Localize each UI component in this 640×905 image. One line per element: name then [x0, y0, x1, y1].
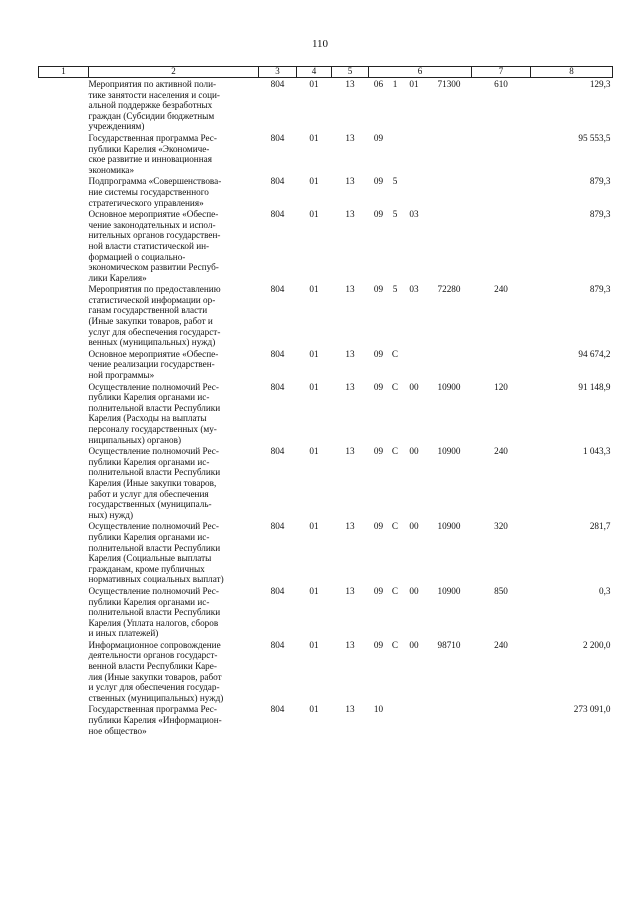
- row-subprogram-code-cell: 1: [392, 79, 398, 89]
- row-section-cell: 01: [309, 521, 319, 532]
- row-subsection-cell: 13: [345, 704, 355, 715]
- row-subsection-cell: 13: [345, 284, 355, 295]
- row-section-cell: 01: [309, 704, 319, 715]
- row-subsection-cell: 13: [345, 348, 355, 359]
- row-section-cell: 01: [309, 209, 319, 220]
- row-activity-code-cell: 00: [409, 639, 419, 650]
- row-ministry-code-cell: 804: [270, 446, 285, 457]
- table-row: [39, 78, 613, 132]
- row-amount-cell: 281,7: [589, 521, 611, 532]
- row-expense-type-cell: 610: [494, 79, 508, 89]
- row-name-cell: Информационное сопровождение деятельности органов государст- венной власти Республики Каре- лия (Иные закупки товаров, работ и услуг для обеспечения государ- ственных (муниципальных) нужд): [88, 639, 224, 703]
- row-subsection-cell: 13: [345, 176, 355, 187]
- row-spacer-cell: [39, 283, 89, 348]
- row-direction-code-cell: 71300: [437, 79, 461, 89]
- row-name-cell: Осуществление полномочий Рес- публики Карелия органами ис- полнительной власти Республики Карелия (Расходы на выплаты персоналу государственных (му- ниципальных) органов): [88, 381, 221, 445]
- row-spacer-cell: [39, 445, 89, 520]
- row-expense-type-cell: [472, 175, 531, 208]
- row-ministry-code-cell: 804: [270, 79, 285, 89]
- row-activity-code-cell: [402, 175, 427, 208]
- row-name-cell: Осуществление полномочий Рес- публики Карелия органами ис- полнительной власти Республики Карелия (Иные закупки товаров, работ и услуг для обеспечения государственных (муниципаль- ных) нужд): [88, 446, 221, 520]
- row-direction-code-cell: [427, 348, 472, 381]
- row-program-code-cell: 09: [373, 348, 384, 359]
- column-header: 6: [369, 67, 472, 78]
- row-direction-code-cell: [427, 208, 472, 283]
- table-row: [39, 381, 613, 446]
- row-activity-code-cell: 00: [409, 446, 419, 457]
- row-section-cell: 01: [309, 79, 319, 89]
- row-section-cell: 01: [309, 446, 319, 457]
- row-section-cell: 01: [309, 381, 319, 392]
- row-subprogram-code-cell: 5: [392, 209, 398, 220]
- row-subprogram-code-cell: С: [391, 348, 399, 359]
- row-direction-code-cell: 10900: [437, 585, 461, 596]
- row-amount-cell: 0,3: [599, 585, 611, 596]
- table-row: [39, 585, 613, 639]
- row-amount-cell: 2 200,0: [582, 639, 611, 650]
- row-expense-type-cell: 240: [494, 446, 508, 457]
- row-program-code-cell: 09: [373, 209, 384, 220]
- row-subsection-cell: 13: [345, 381, 355, 392]
- row-activity-code-cell: [402, 348, 427, 381]
- row-program-code-cell: 09: [373, 639, 384, 650]
- row-subsection-cell: 13: [345, 521, 355, 532]
- row-name-cell: Мероприятия по активной поли- тике занятости населения и соци- альной поддержке безработных граждан (Субсидии бюджетным учреждениям): [88, 79, 220, 132]
- row-spacer-cell: [39, 208, 89, 283]
- row-program-code-cell: 09: [373, 381, 384, 392]
- budget-table: [38, 66, 613, 736]
- row-program-code-cell: 09: [373, 521, 384, 532]
- row-expense-type-cell: 320: [494, 521, 508, 532]
- row-spacer-cell: [39, 703, 89, 736]
- row-name-cell: Мероприятия по предоставлению статистической информации ор- ганам государственной власти (Иные закупки товаров, работ и услуг для обеспечения государст- венных (муниципальных) нужд): [88, 284, 221, 348]
- row-name-cell: Государственная программа Рес- публики Карелия «Информацион- ное общество»: [88, 704, 222, 736]
- row-subprogram-code-cell: 5: [392, 284, 398, 295]
- row-direction-code-cell: [427, 175, 472, 208]
- row-program-code-cell: 09: [373, 585, 384, 596]
- row-name-cell: Основное мероприятие «Обеспе- чение реализации государствен- ной программы»: [88, 348, 219, 381]
- row-activity-code-cell: 00: [409, 381, 419, 392]
- row-amount-cell: 273 091,0: [573, 704, 611, 715]
- table-row: [39, 520, 613, 585]
- row-subprogram-code-cell: [389, 132, 402, 175]
- row-ministry-code-cell: 804: [270, 639, 285, 650]
- row-activity-code-cell: 01: [409, 79, 419, 89]
- row-ministry-code-cell: 804: [270, 704, 285, 715]
- row-subsection-cell: 13: [345, 209, 355, 220]
- row-expense-type-cell: [472, 348, 531, 381]
- row-activity-code-cell: 03: [409, 284, 419, 295]
- row-program-code-cell: 09: [373, 284, 384, 295]
- table-header-row: [39, 67, 613, 78]
- table-row: [39, 348, 613, 381]
- row-spacer-cell: [39, 585, 89, 639]
- row-expense-type-cell: 850: [494, 585, 508, 596]
- row-name-cell: Государственная программа Рес- публики Карелия «Экономиче- ское развитие и инновационная экономика»: [88, 132, 217, 175]
- column-header: 4: [297, 67, 332, 78]
- row-amount-cell: 95 553,5: [578, 132, 611, 143]
- row-expense-type-cell: 240: [494, 284, 508, 295]
- table-row: [39, 132, 613, 175]
- row-expense-type-cell: [472, 132, 531, 175]
- row-program-code-cell: 09: [373, 176, 384, 187]
- row-subprogram-code-cell: С: [391, 521, 399, 532]
- row-subsection-cell: 13: [345, 639, 355, 650]
- row-activity-code-cell: 03: [409, 209, 419, 220]
- row-spacer-cell: [39, 78, 89, 132]
- row-amount-cell: 879,3: [589, 209, 611, 220]
- row-ministry-code-cell: 804: [270, 284, 285, 295]
- row-direction-code-cell: 98710: [437, 639, 461, 650]
- column-header: 1: [39, 67, 89, 78]
- column-header: 5: [332, 67, 369, 78]
- row-expense-type-cell: [472, 703, 531, 736]
- row-program-code-cell: 10: [373, 704, 384, 715]
- row-section-cell: 01: [309, 132, 319, 143]
- table-row: [39, 639, 613, 704]
- row-activity-code-cell: 00: [409, 521, 419, 532]
- row-subsection-cell: 13: [345, 585, 355, 596]
- row-amount-cell: 94 674,2: [578, 348, 611, 359]
- row-amount-cell: 879,3: [589, 176, 611, 187]
- table-row: [39, 283, 613, 348]
- row-expense-type-cell: 240: [494, 639, 508, 650]
- row-spacer-cell: [39, 132, 89, 175]
- table-row: [39, 208, 613, 283]
- column-header: 8: [531, 67, 613, 78]
- row-name-cell: Основное мероприятие «Обеспе- чение законодательных и испол- нительных органов государствен- ной власти статистической ин- формацией о социально- экономическом развитии Респуб- лики Карелия»: [88, 209, 221, 283]
- row-amount-cell: 1 043,3: [582, 446, 611, 457]
- row-name-cell: Осуществление полномочий Рес- публики Карелия органами ис- полнительной власти Республики Карелия (Уплата налогов, сборов и иных платежей): [88, 585, 221, 639]
- row-direction-code-cell: 10900: [437, 521, 461, 532]
- row-ministry-code-cell: 804: [270, 585, 285, 596]
- row-section-cell: 01: [309, 348, 319, 359]
- row-spacer-cell: [39, 381, 89, 446]
- row-section-cell: 01: [309, 176, 319, 187]
- row-direction-code-cell: 10900: [437, 446, 461, 457]
- row-ministry-code-cell: 804: [270, 521, 285, 532]
- row-ministry-code-cell: 804: [270, 209, 285, 220]
- row-subsection-cell: 13: [345, 79, 355, 89]
- row-name-cell: Подпрограмма «Совершенствова- ние системы государственного стратегического управления»: [88, 176, 222, 208]
- row-ministry-code-cell: 804: [270, 348, 285, 359]
- row-name-cell: Осуществление полномочий Рес- публики Карелия органами ис- полнительной власти Республики Карелия (Социальные выплаты гражданам, кроме публичных нормативных социальных выплат): [88, 521, 224, 585]
- table-row: [39, 703, 613, 736]
- row-direction-code-cell: 72280: [437, 284, 461, 295]
- row-subprogram-code-cell: С: [391, 381, 399, 392]
- row-program-code-cell: 09: [373, 132, 384, 143]
- row-activity-code-cell: 00: [409, 585, 419, 596]
- column-header: 3: [259, 67, 297, 78]
- row-section-cell: 01: [309, 585, 319, 596]
- row-spacer-cell: [39, 639, 89, 704]
- row-expense-type-cell: [472, 208, 531, 283]
- row-spacer-cell: [39, 348, 89, 381]
- table-row: [39, 175, 613, 208]
- row-subprogram-code-cell: С: [391, 585, 399, 596]
- row-subsection-cell: 13: [345, 446, 355, 457]
- row-activity-code-cell: [402, 703, 427, 736]
- row-subprogram-code-cell: [389, 703, 402, 736]
- row-spacer-cell: [39, 175, 89, 208]
- row-amount-cell: 129,3: [589, 79, 611, 89]
- row-subsection-cell: 13: [345, 132, 355, 143]
- row-expense-type-cell: 120: [494, 381, 508, 392]
- row-ministry-code-cell: 804: [270, 176, 285, 187]
- row-ministry-code-cell: 804: [270, 381, 285, 392]
- row-subprogram-code-cell: С: [391, 446, 399, 457]
- table-row: [39, 445, 613, 520]
- row-amount-cell: 91 148,9: [578, 381, 611, 392]
- row-subprogram-code-cell: С: [391, 639, 399, 650]
- row-section-cell: 01: [309, 284, 319, 295]
- column-header: 7: [472, 67, 531, 78]
- row-program-code-cell: 09: [373, 446, 384, 457]
- row-spacer-cell: [39, 520, 89, 585]
- row-ministry-code-cell: 804: [270, 132, 285, 143]
- column-header: 2: [89, 67, 259, 78]
- row-direction-code-cell: [427, 703, 472, 736]
- row-section-cell: 01: [309, 639, 319, 650]
- row-activity-code-cell: [402, 132, 427, 175]
- page-number: 110: [311, 38, 329, 50]
- row-amount-cell: 879,3: [589, 284, 611, 295]
- row-subprogram-code-cell: 5: [392, 176, 398, 187]
- row-program-code-cell: 06: [373, 79, 384, 89]
- row-direction-code-cell: 10900: [437, 381, 461, 392]
- row-direction-code-cell: [427, 132, 472, 175]
